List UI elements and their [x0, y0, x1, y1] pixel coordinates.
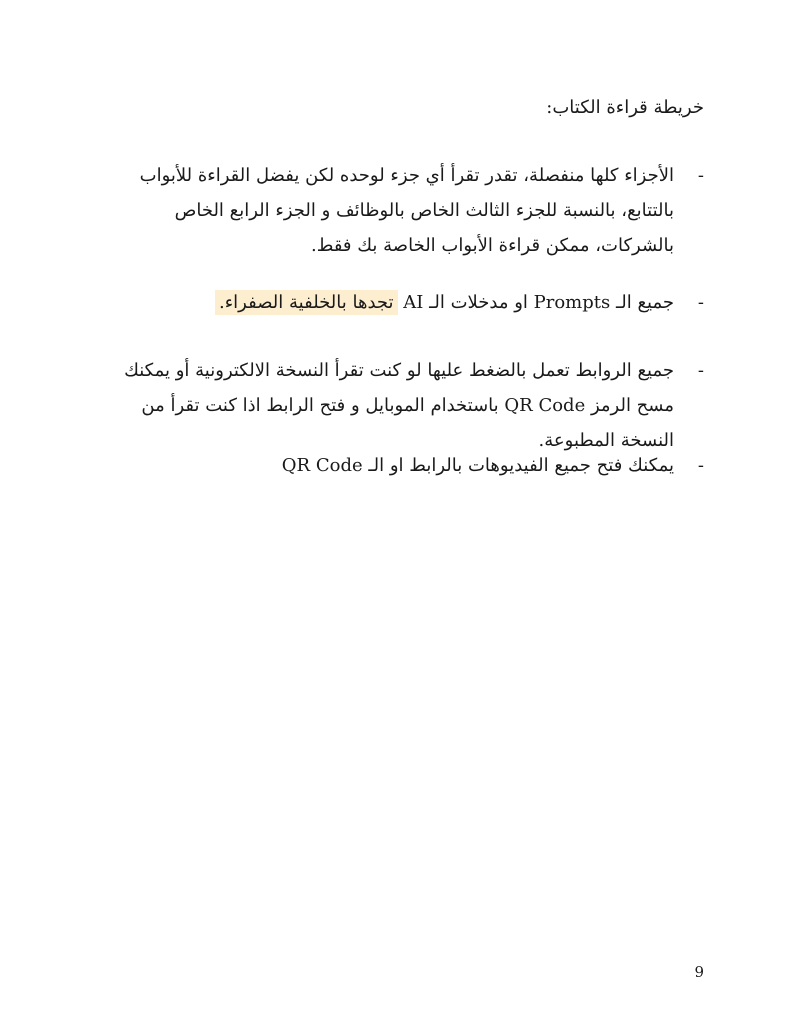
bullet-marker: - [697, 360, 704, 381]
list-item [96, 353, 704, 458]
highlighted-text: تجدها بالخلفية الصفراء. [215, 290, 398, 315]
page-number: 9 [694, 963, 704, 981]
list-item-text: الأجزاء كلها منفصلة، تقدر تقرأ أي جزء لوحده لكن يفضل القراءة للأبواب بالتتابع، بالنسبة للجزء الثالث الخاص بالوظائف و الجزء الرابع الخاص بالشركات، ممكن قراءة الأبواب الخاصة بك فقط. [139, 165, 674, 256]
list-item-text: يمكنك فتح جميع الفيديوهات بالرابط او الـ QR Code [281, 455, 674, 476]
bullet-marker: - [697, 292, 704, 313]
bullet-marker: - [697, 455, 704, 476]
list-item-text [96, 285, 674, 320]
list-item-text-plain: جميع الـ Prompts او مدخلات الـ AI [397, 292, 674, 313]
bullet-marker: - [697, 165, 704, 186]
page-heading: خريطة قراءة الكتاب: [546, 97, 704, 118]
list-item [96, 448, 704, 483]
list-item [96, 158, 704, 263]
list-item-text: جميع الروابط تعمل بالضغط عليها لو كنت تقرأ النسخة الالكترونية أو يمكنك مسح الرمز QR Code باستخدام الموبايل و فتح الرابط اذا كنت تقرأ من النسخة المطبوعة. [124, 360, 674, 451]
list-item [96, 285, 704, 320]
